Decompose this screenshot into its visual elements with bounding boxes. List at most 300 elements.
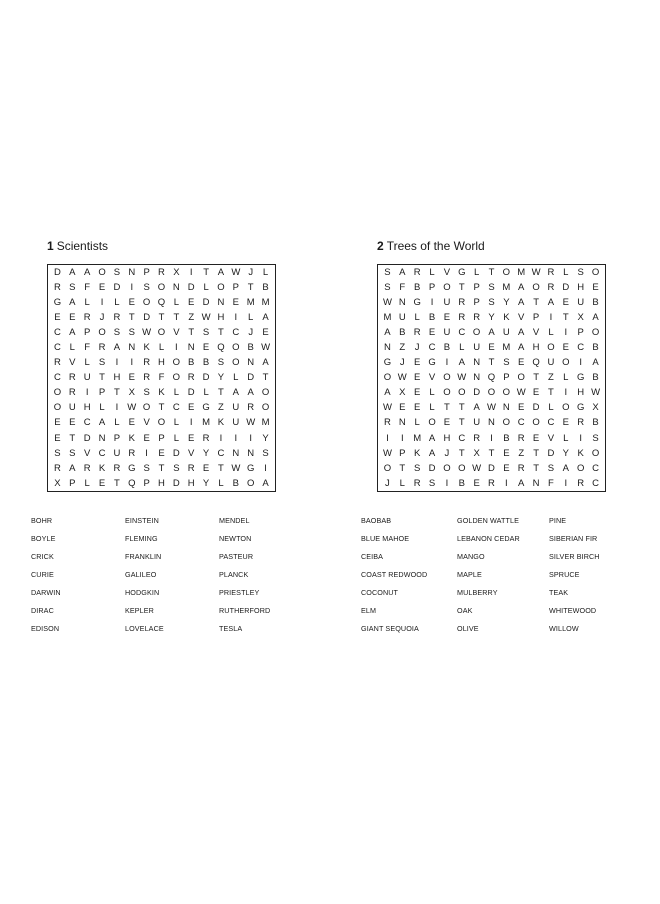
grid-letter[interactable]: A [384,327,391,339]
grid-letter[interactable]: P [143,266,150,278]
grid-letter[interactable]: D [143,311,151,323]
grid-letter[interactable]: D [532,402,540,414]
grid-letter[interactable]: X [128,387,135,399]
grid-letter[interactable]: S [547,462,555,474]
grid-letter[interactable]: K [577,447,584,459]
grid-letter[interactable]: L [173,417,179,429]
grid-letter[interactable]: U [547,357,555,369]
grid-letter[interactable]: S [503,357,510,369]
grid-letter[interactable]: C [517,417,525,429]
grid-letter[interactable]: A [247,387,254,399]
grid-letter[interactable]: R [143,357,151,369]
grid-letter[interactable]: Q [157,296,166,308]
grid-letter[interactable]: L [173,387,179,399]
grid-letter[interactable]: R [83,462,91,474]
grid-letter[interactable]: J [248,266,254,278]
grid-letter[interactable]: E [562,296,569,308]
grid-letter[interactable]: N [247,447,255,459]
grid-letter[interactable]: E [503,462,510,474]
grid-letter[interactable]: T [458,417,465,429]
grid-letter[interactable]: E [518,357,525,369]
grid-letter[interactable]: O [591,327,600,339]
grid-letter[interactable]: T [458,281,465,293]
grid-letter[interactable]: O [443,372,451,384]
grid-letter[interactable]: D [547,447,555,459]
grid-letter[interactable]: U [398,311,406,323]
grid-letter[interactable]: C [172,402,180,414]
grid-letter[interactable]: L [548,402,554,414]
grid-letter[interactable]: J [444,447,450,459]
grid-letter[interactable]: R [577,477,585,489]
grid-letter[interactable]: I [85,387,89,399]
grid-letter[interactable]: I [189,266,193,278]
grid-letter[interactable]: J [385,477,390,489]
grid-letter[interactable]: H [113,372,121,384]
grid-letter[interactable]: T [533,462,539,474]
grid-letter[interactable]: B [399,327,406,339]
grid-letter[interactable]: O [487,387,496,399]
grid-letter[interactable]: T [488,266,495,278]
grid-letter[interactable]: W [201,311,211,323]
grid-letter[interactable]: Z [548,372,554,384]
grid-letter[interactable]: V [547,432,555,444]
grid-letter[interactable]: S [217,357,225,369]
grid-letter[interactable]: O [428,417,436,429]
grid-letter[interactable]: O [142,402,151,414]
grid-letter[interactable]: G [202,402,210,414]
grid-letter[interactable]: L [414,417,420,429]
grid-letter[interactable]: L [262,266,269,278]
grid-letter[interactable]: G [577,402,585,414]
grid-letter[interactable]: T [158,311,165,323]
grid-letter[interactable]: O [172,372,181,384]
grid-letter[interactable]: E [54,432,61,444]
grid-letter[interactable]: R [53,462,61,474]
grid-letter[interactable]: M [261,296,270,308]
grid-letter[interactable]: A [262,357,269,369]
grid-letter[interactable]: O [217,281,225,293]
grid-letter[interactable]: L [173,432,179,444]
grid-letter[interactable]: T [218,387,224,399]
grid-letter[interactable]: D [187,281,195,293]
grid-letter[interactable]: G [428,357,436,369]
grid-letter[interactable]: R [68,387,76,399]
grid-letter[interactable]: E [413,387,421,399]
grid-letter[interactable]: A [592,357,599,369]
grid-letter[interactable]: L [563,432,569,444]
grid-letter[interactable]: W [531,266,541,278]
grid-letter[interactable]: P [232,281,239,293]
grid-letter[interactable]: A [518,477,525,489]
grid-letter[interactable]: E [518,402,525,414]
grid-letter[interactable]: D [247,372,255,384]
grid-letter[interactable]: O [458,462,466,474]
grid-letter[interactable]: D [473,387,481,399]
grid-letter[interactable]: T [399,462,406,474]
grid-letter[interactable]: B [247,342,254,354]
grid-letter[interactable]: R [383,417,391,429]
grid-letter[interactable]: L [563,266,569,278]
grid-letter[interactable]: E [202,342,210,354]
grid-letter[interactable]: O [577,462,585,474]
grid-letter[interactable]: Y [262,432,269,444]
grid-letter[interactable]: B [262,281,269,293]
grid-letter[interactable]: E [443,311,451,323]
grid-letter[interactable]: C [592,477,599,489]
grid-letter[interactable]: P [473,281,480,293]
grid-letter[interactable]: O [502,387,511,399]
grid-letter[interactable]: O [502,266,511,278]
grid-letter[interactable]: O [383,372,392,384]
grid-letter[interactable]: N [502,402,510,414]
grid-letter[interactable]: Y [562,447,569,459]
grid-letter[interactable]: D [53,266,61,278]
grid-letter[interactable]: W [231,462,241,474]
grid-letter[interactable]: G [53,296,62,308]
grid-letter[interactable]: A [262,477,269,489]
grid-letter[interactable]: L [248,311,254,323]
grid-letter[interactable]: O [261,402,270,414]
grid-letter[interactable]: L [203,281,209,293]
grid-letter[interactable]: B [188,357,195,369]
grid-letter[interactable]: L [203,387,209,399]
grid-letter[interactable]: B [592,296,599,308]
grid-letter[interactable]: T [533,372,539,384]
grid-letter[interactable]: B [458,477,465,489]
grid-letter[interactable]: E [473,477,480,489]
grid-letter[interactable]: Q [217,342,225,354]
grid-letter[interactable]: Z [188,311,195,323]
grid-letter[interactable]: O [232,357,240,369]
grid-letter[interactable]: O [502,417,511,429]
grid-letter[interactable]: C [98,447,106,459]
grid-letter[interactable]: K [143,342,150,354]
grid-letter[interactable]: T [533,296,539,308]
grid-letter[interactable]: E [188,296,195,308]
grid-letter[interactable]: U [443,327,451,339]
grid-letter[interactable]: P [69,477,76,489]
grid-letter[interactable]: R [68,372,76,384]
grid-letter[interactable]: L [84,296,90,308]
grid-letter[interactable]: A [488,327,495,339]
grid-letter[interactable]: W [487,402,496,414]
grid-letter[interactable]: N [128,342,136,354]
grid-letter[interactable]: O [98,266,106,278]
grid-letter[interactable]: K [128,432,135,444]
grid-letter[interactable]: T [548,387,554,399]
grid-letter[interactable]: T [443,402,450,414]
grid-letter[interactable]: O [142,296,151,308]
grid-letter[interactable]: W [457,372,467,384]
grid-letter[interactable]: J [399,357,405,369]
grid-letter[interactable]: D [562,281,570,293]
grid-letter[interactable]: M [202,417,211,429]
grid-letter[interactable]: E [562,342,569,354]
grid-letter[interactable]: I [115,357,119,369]
grid-letter[interactable]: L [69,342,75,354]
grid-letter[interactable]: L [473,266,480,278]
grid-letter[interactable]: U [502,327,510,339]
grid-letter[interactable]: I [490,432,493,444]
grid-letter[interactable]: T [488,447,495,459]
grid-letter[interactable]: I [400,432,404,444]
grid-letter[interactable]: F [84,342,91,354]
grid-letter[interactable]: C [428,342,436,354]
grid-letter[interactable]: O [458,387,466,399]
grid-letter[interactable]: L [84,477,90,489]
grid-letter[interactable]: T [113,387,120,399]
grid-letter[interactable]: N [232,447,240,459]
grid-letter[interactable]: K [413,447,421,459]
grid-letter[interactable]: R [53,281,61,293]
grid-letter[interactable]: F [84,281,91,293]
grid-letter[interactable]: P [158,432,165,444]
grid-letter[interactable]: O [232,342,240,354]
grid-letter[interactable]: L [233,372,239,384]
grid-letter[interactable]: V [69,357,76,369]
grid-letter[interactable]: I [445,477,449,489]
grid-letter[interactable]: W [246,417,256,429]
grid-letter[interactable]: D [428,462,436,474]
grid-letter[interactable]: I [249,432,253,444]
grid-letter[interactable]: W [382,296,392,308]
grid-letter[interactable]: U [113,447,121,459]
grid-letter[interactable]: R [413,477,421,489]
grid-letter[interactable]: C [53,372,61,384]
grid-letter[interactable]: O [443,387,451,399]
grid-letter[interactable]: H [577,281,585,293]
grid-letter[interactable]: W [142,327,152,339]
grid-letter[interactable]: V [443,266,451,278]
grid-letter[interactable]: V [428,372,436,384]
grid-letter[interactable]: K [158,387,165,399]
grid-letter[interactable]: E [128,372,135,384]
grid-letter[interactable]: O [532,417,540,429]
grid-letter[interactable]: H [577,387,585,399]
grid-letter[interactable]: S [69,447,76,459]
grid-letter[interactable]: I [579,357,583,369]
grid-letter[interactable]: E [69,311,76,323]
grid-letter[interactable]: S [413,462,421,474]
grid-letter[interactable]: B [232,477,239,489]
grid-letter[interactable]: L [158,342,165,354]
grid-letter[interactable]: R [517,462,525,474]
grid-letter[interactable]: D [172,447,180,459]
grid-letter[interactable]: N [473,372,481,384]
grid-letter[interactable]: Y [488,311,495,323]
grid-letter[interactable]: M [502,342,511,354]
grid-letter[interactable]: W [472,462,482,474]
grid-letter[interactable]: P [113,432,121,444]
grid-letter[interactable]: L [173,296,179,308]
grid-letter[interactable]: J [414,342,420,354]
grid-letter[interactable]: X [592,402,599,414]
grid-letter[interactable]: T [533,447,539,459]
grid-letter[interactable]: T [458,447,465,459]
grid-letter[interactable]: T [458,402,465,414]
grid-letter[interactable]: N [98,432,106,444]
grid-letter[interactable]: E [413,357,421,369]
grid-letter[interactable]: I [549,311,553,323]
grid-letter[interactable]: B [592,342,599,354]
grid-letter[interactable]: N [488,417,495,429]
grid-letter[interactable]: D [202,296,210,308]
grid-letter[interactable]: R [113,462,121,474]
grid-letter[interactable]: B [592,417,599,429]
grid-letter[interactable]: B [592,372,599,384]
grid-letter[interactable]: C [592,462,599,474]
grid-letter[interactable]: S [69,281,76,293]
grid-letter[interactable]: L [429,266,435,278]
grid-letter[interactable]: M [383,311,392,323]
grid-letter[interactable]: A [69,266,76,278]
grid-letter[interactable]: O [53,402,62,414]
grid-letter[interactable]: H [217,311,225,323]
grid-letter[interactable]: P [473,296,480,308]
grid-letter[interactable]: N [398,296,406,308]
grid-letter[interactable]: G [413,296,421,308]
grid-letter[interactable]: X [399,387,406,399]
grid-letter[interactable]: A [518,327,525,339]
grid-letter[interactable]: O [443,462,451,474]
grid-letter[interactable]: R [547,266,555,278]
grid-letter[interactable]: I [579,432,583,444]
grid-letter[interactable]: W [261,342,271,354]
grid-letter[interactable]: P [399,447,406,459]
grid-letter[interactable]: H [158,357,165,369]
grid-letter[interactable]: Y [202,447,210,459]
grid-letter[interactable]: T [562,311,569,323]
grid-letter[interactable]: L [218,477,224,489]
grid-letter[interactable]: R [187,372,195,384]
grid-letter[interactable]: T [188,327,195,339]
grid-letter[interactable]: O [157,327,166,339]
grid-letter[interactable]: S [54,447,61,459]
grid-letter[interactable]: P [143,477,150,489]
grid-letter[interactable]: Q [128,477,136,489]
grid-letter[interactable]: E [413,402,421,414]
grid-letter[interactable]: R [458,296,466,308]
grid-letter[interactable]: S [128,327,135,339]
grid-letter[interactable]: L [429,387,435,399]
grid-letter[interactable]: L [429,402,435,414]
grid-letter[interactable]: A [547,296,555,308]
grid-letter[interactable]: C [577,342,585,354]
grid-letter[interactable]: T [262,372,269,384]
grid-letter[interactable]: R [517,432,525,444]
grid-letter[interactable]: I [386,432,389,444]
grid-letter[interactable]: T [99,372,105,384]
grid-letter[interactable]: A [83,266,91,278]
grid-letter[interactable]: A [98,417,106,429]
grid-letter[interactable]: T [218,462,224,474]
grid-letter[interactable]: S [592,432,599,444]
grid-letter[interactable]: I [445,357,449,369]
grid-letter[interactable]: G [128,462,136,474]
grid-letter[interactable]: W [231,266,241,278]
grid-letter[interactable]: E [503,447,510,459]
grid-letter[interactable]: B [202,357,210,369]
grid-letter[interactable]: D [172,477,180,489]
grid-letter[interactable]: D [187,387,195,399]
grid-letter[interactable]: E [399,402,406,414]
grid-letter[interactable]: R [413,327,421,339]
grid-letter[interactable]: Y [202,477,210,489]
grid-letter[interactable]: G [247,462,255,474]
grid-letter[interactable]: I [130,281,134,293]
grid-letter[interactable]: L [563,372,569,384]
grid-letter[interactable]: U [232,417,240,429]
grid-letter[interactable]: S [384,281,391,293]
grid-letter[interactable]: S [577,266,584,278]
grid-letter[interactable]: V [532,327,540,339]
grid-letter[interactable]: S [98,357,106,369]
grid-letter[interactable]: T [218,327,224,339]
grid-letter[interactable]: O [53,387,62,399]
grid-letter[interactable]: S [113,266,121,278]
grid-letter[interactable]: L [114,296,120,308]
grid-letter[interactable]: R [473,311,481,323]
grid-letter[interactable]: I [234,311,238,323]
grid-letter[interactable]: A [518,296,525,308]
grid-letter[interactable]: U [473,417,481,429]
grid-letter[interactable]: O [172,357,181,369]
grid-letter[interactable]: A [113,342,121,354]
grid-letter[interactable]: I [145,447,148,459]
grid-letter[interactable]: F [548,477,554,489]
grid-letter[interactable]: S [384,266,391,278]
grid-letter[interactable]: T [203,266,209,278]
grid-letter[interactable]: M [261,417,270,429]
grid-letter[interactable]: A [232,387,239,399]
grid-letter[interactable]: T [488,357,495,369]
grid-letter[interactable]: A [562,462,569,474]
grid-letter[interactable]: R [473,432,481,444]
grid-letter[interactable]: O [562,402,570,414]
grid-letter[interactable]: Z [218,402,224,414]
grid-letter[interactable]: H [158,477,165,489]
grid-letter[interactable]: S [202,327,210,339]
grid-letter[interactable]: C [458,432,466,444]
grid-letter[interactable]: M [246,296,255,308]
grid-letter[interactable]: A [69,296,76,308]
grid-letter[interactable]: W [397,372,407,384]
grid-letter[interactable]: P [503,372,510,384]
grid-letter[interactable]: R [547,281,555,293]
grid-letter[interactable]: E [128,417,135,429]
grid-letter[interactable]: A [592,311,599,323]
grid-letter[interactable]: N [532,477,540,489]
grid-letter[interactable]: C [83,417,91,429]
grid-letter[interactable]: B [443,342,451,354]
grid-letter[interactable]: B [503,432,510,444]
grid-letter[interactable]: Q [532,357,540,369]
grid-letter[interactable]: C [458,327,466,339]
grid-letter[interactable]: F [399,281,406,293]
grid-letter[interactable]: I [564,387,568,399]
grid-letter[interactable]: O [157,417,166,429]
grid-letter[interactable]: V [143,417,150,429]
grid-letter[interactable]: K [503,311,510,323]
grid-letter[interactable]: W [382,447,392,459]
grid-letter[interactable]: B [413,281,421,293]
grid-letter[interactable]: H [532,342,540,354]
grid-letter[interactable]: H [443,432,451,444]
grid-letter[interactable]: X [577,311,584,323]
grid-letter[interactable]: L [99,402,105,414]
grid-letter[interactable]: R [247,402,255,414]
grid-letter[interactable]: E [262,327,269,339]
